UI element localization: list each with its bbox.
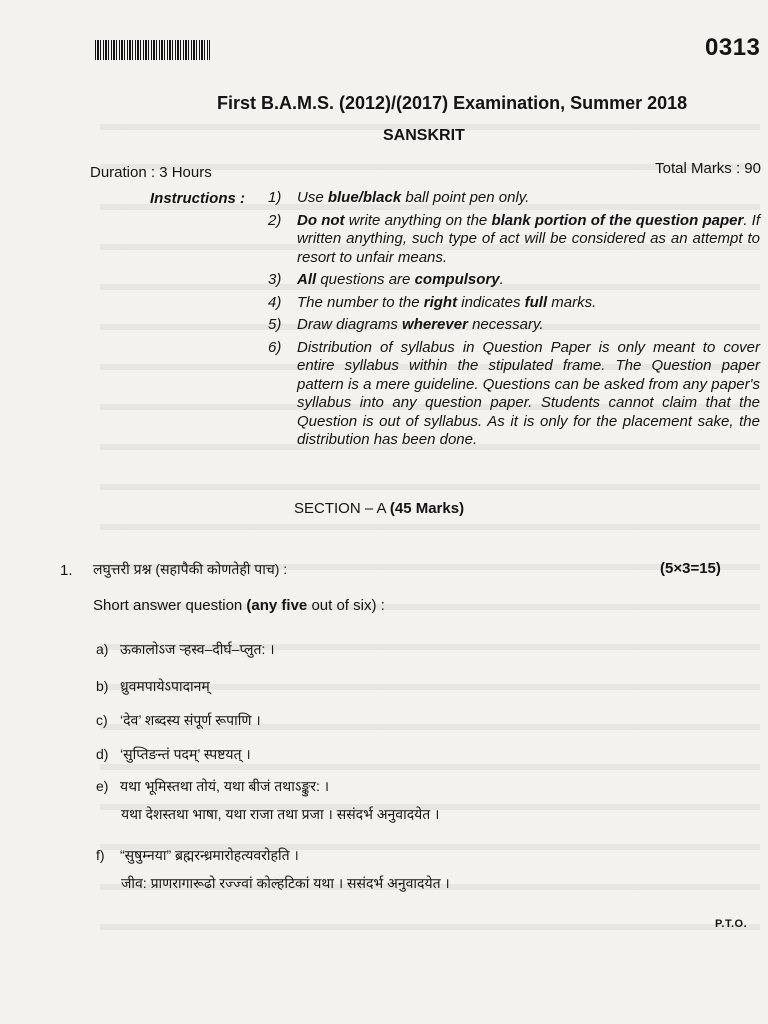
instruction-text: The number to the right indicates full marks.	[297, 293, 597, 311]
instruction-number: 1)	[268, 189, 282, 206]
instruction-number: 5)	[268, 316, 282, 333]
instruction-item	[268, 316, 760, 335]
option-text: ‘सुप्तिङन्तं पदम्’ स्पष्टयत् ।	[120, 746, 251, 762]
exam-title: First B.A.M.S. (2012)/(2017) Examination, Summer 2018	[217, 93, 688, 113]
option-e-continuation: यथा देशस्तथा भाषा, यथा राजा तथा प्रजा । ससंदर्भ अनुवादयेत ।	[121, 806, 440, 822]
instruction-text: Do not write anything on the blank portion of the question paper. If written anything, such type of act will be considered as an attempt to resort to unfair means.	[297, 211, 761, 266]
instruction-text: Draw diagrams wherever necessary.	[297, 316, 544, 333]
question-heading-devanagari: लघुत्तरी प्रश्न (सहापैकी कोणतेही पाच) :	[93, 561, 288, 577]
option-label: e)	[96, 778, 109, 794]
question-marks: (5×3=15)	[660, 560, 721, 577]
instruction-number: 6)	[268, 338, 282, 356]
option-f	[96, 846, 299, 865]
instructions-label: Instructions :	[150, 190, 246, 207]
option-b	[96, 677, 210, 696]
subject-title: SANSKRIT	[383, 127, 465, 144]
instruction-number: 4)	[268, 293, 282, 311]
barcode	[95, 40, 210, 60]
option-label: a)	[96, 641, 109, 657]
section-a-marks: (45 Marks)	[389, 500, 465, 517]
duration: Duration : 3 Hours	[90, 164, 212, 181]
instruction-item	[268, 271, 760, 290]
option-text: ऊकालोऽज ऱ्हस्व–दीर्घ–प्लुत: ।	[120, 641, 275, 657]
section-a-label: SECTION – A	[294, 500, 390, 517]
instruction-number: 3)	[268, 271, 282, 288]
instruction-text: All questions are compulsory.	[297, 271, 504, 288]
option-label: b)	[96, 678, 109, 694]
option-text: ध्रुवमपायेऽपादानम्	[120, 678, 210, 694]
instructions-list	[268, 189, 760, 454]
instruction-text: Use blue/black ball point pen only.	[297, 189, 530, 206]
option-text: ‘देव’ शब्दस्य संपूर्ण रूपाणि ।	[120, 712, 261, 728]
total-marks: Total Marks : 90	[655, 160, 761, 177]
option-label: f)	[96, 847, 105, 863]
option-label: d)	[96, 746, 109, 762]
instruction-number: 2)	[268, 211, 282, 229]
instruction-item	[268, 339, 760, 450]
subheading-bold: (any five	[246, 597, 308, 614]
option-e	[96, 777, 329, 796]
subheading-suffix: out of six) :	[307, 597, 385, 614]
pto-label: P.T.O.	[715, 918, 748, 930]
question-subheading	[93, 597, 385, 614]
question-number: 1.	[60, 562, 73, 579]
option-a	[96, 640, 275, 659]
option-c	[96, 711, 261, 730]
instruction-item	[268, 212, 760, 268]
option-text: यथा भूमिस्तथा तोयं, यथा बीजं तथाऽङ्कुर: ।	[120, 778, 330, 794]
section-a-heading	[294, 500, 464, 517]
option-text: “सुषुम्नया” ब्रह्मरन्ध्रमारोहत्यवरोहति ।	[120, 847, 299, 863]
instruction-item	[268, 294, 760, 313]
subheading-prefix: Short answer question	[93, 597, 247, 614]
option-label: c)	[96, 712, 108, 728]
option-d	[96, 745, 251, 764]
instruction-item	[268, 189, 760, 208]
paper-code: 0313	[705, 34, 761, 61]
instruction-text: Distribution of syllabus in Question Paper is only meant to cover entire syllabus within the stipulated frame. The Question paper pattern is a mere guideline. Questions can be asked from any paper's syllabus into any question paper. Students cannot claim that the Question is out of syllabus. As it is only for the placement sake, the distribution has been done.	[297, 338, 760, 448]
option-f-continuation: जीव: प्राणरागारूढो रज्ज्वां कोल्हटिकां यथा । ससंदर्भ अनुवादयेत ।	[121, 875, 450, 891]
